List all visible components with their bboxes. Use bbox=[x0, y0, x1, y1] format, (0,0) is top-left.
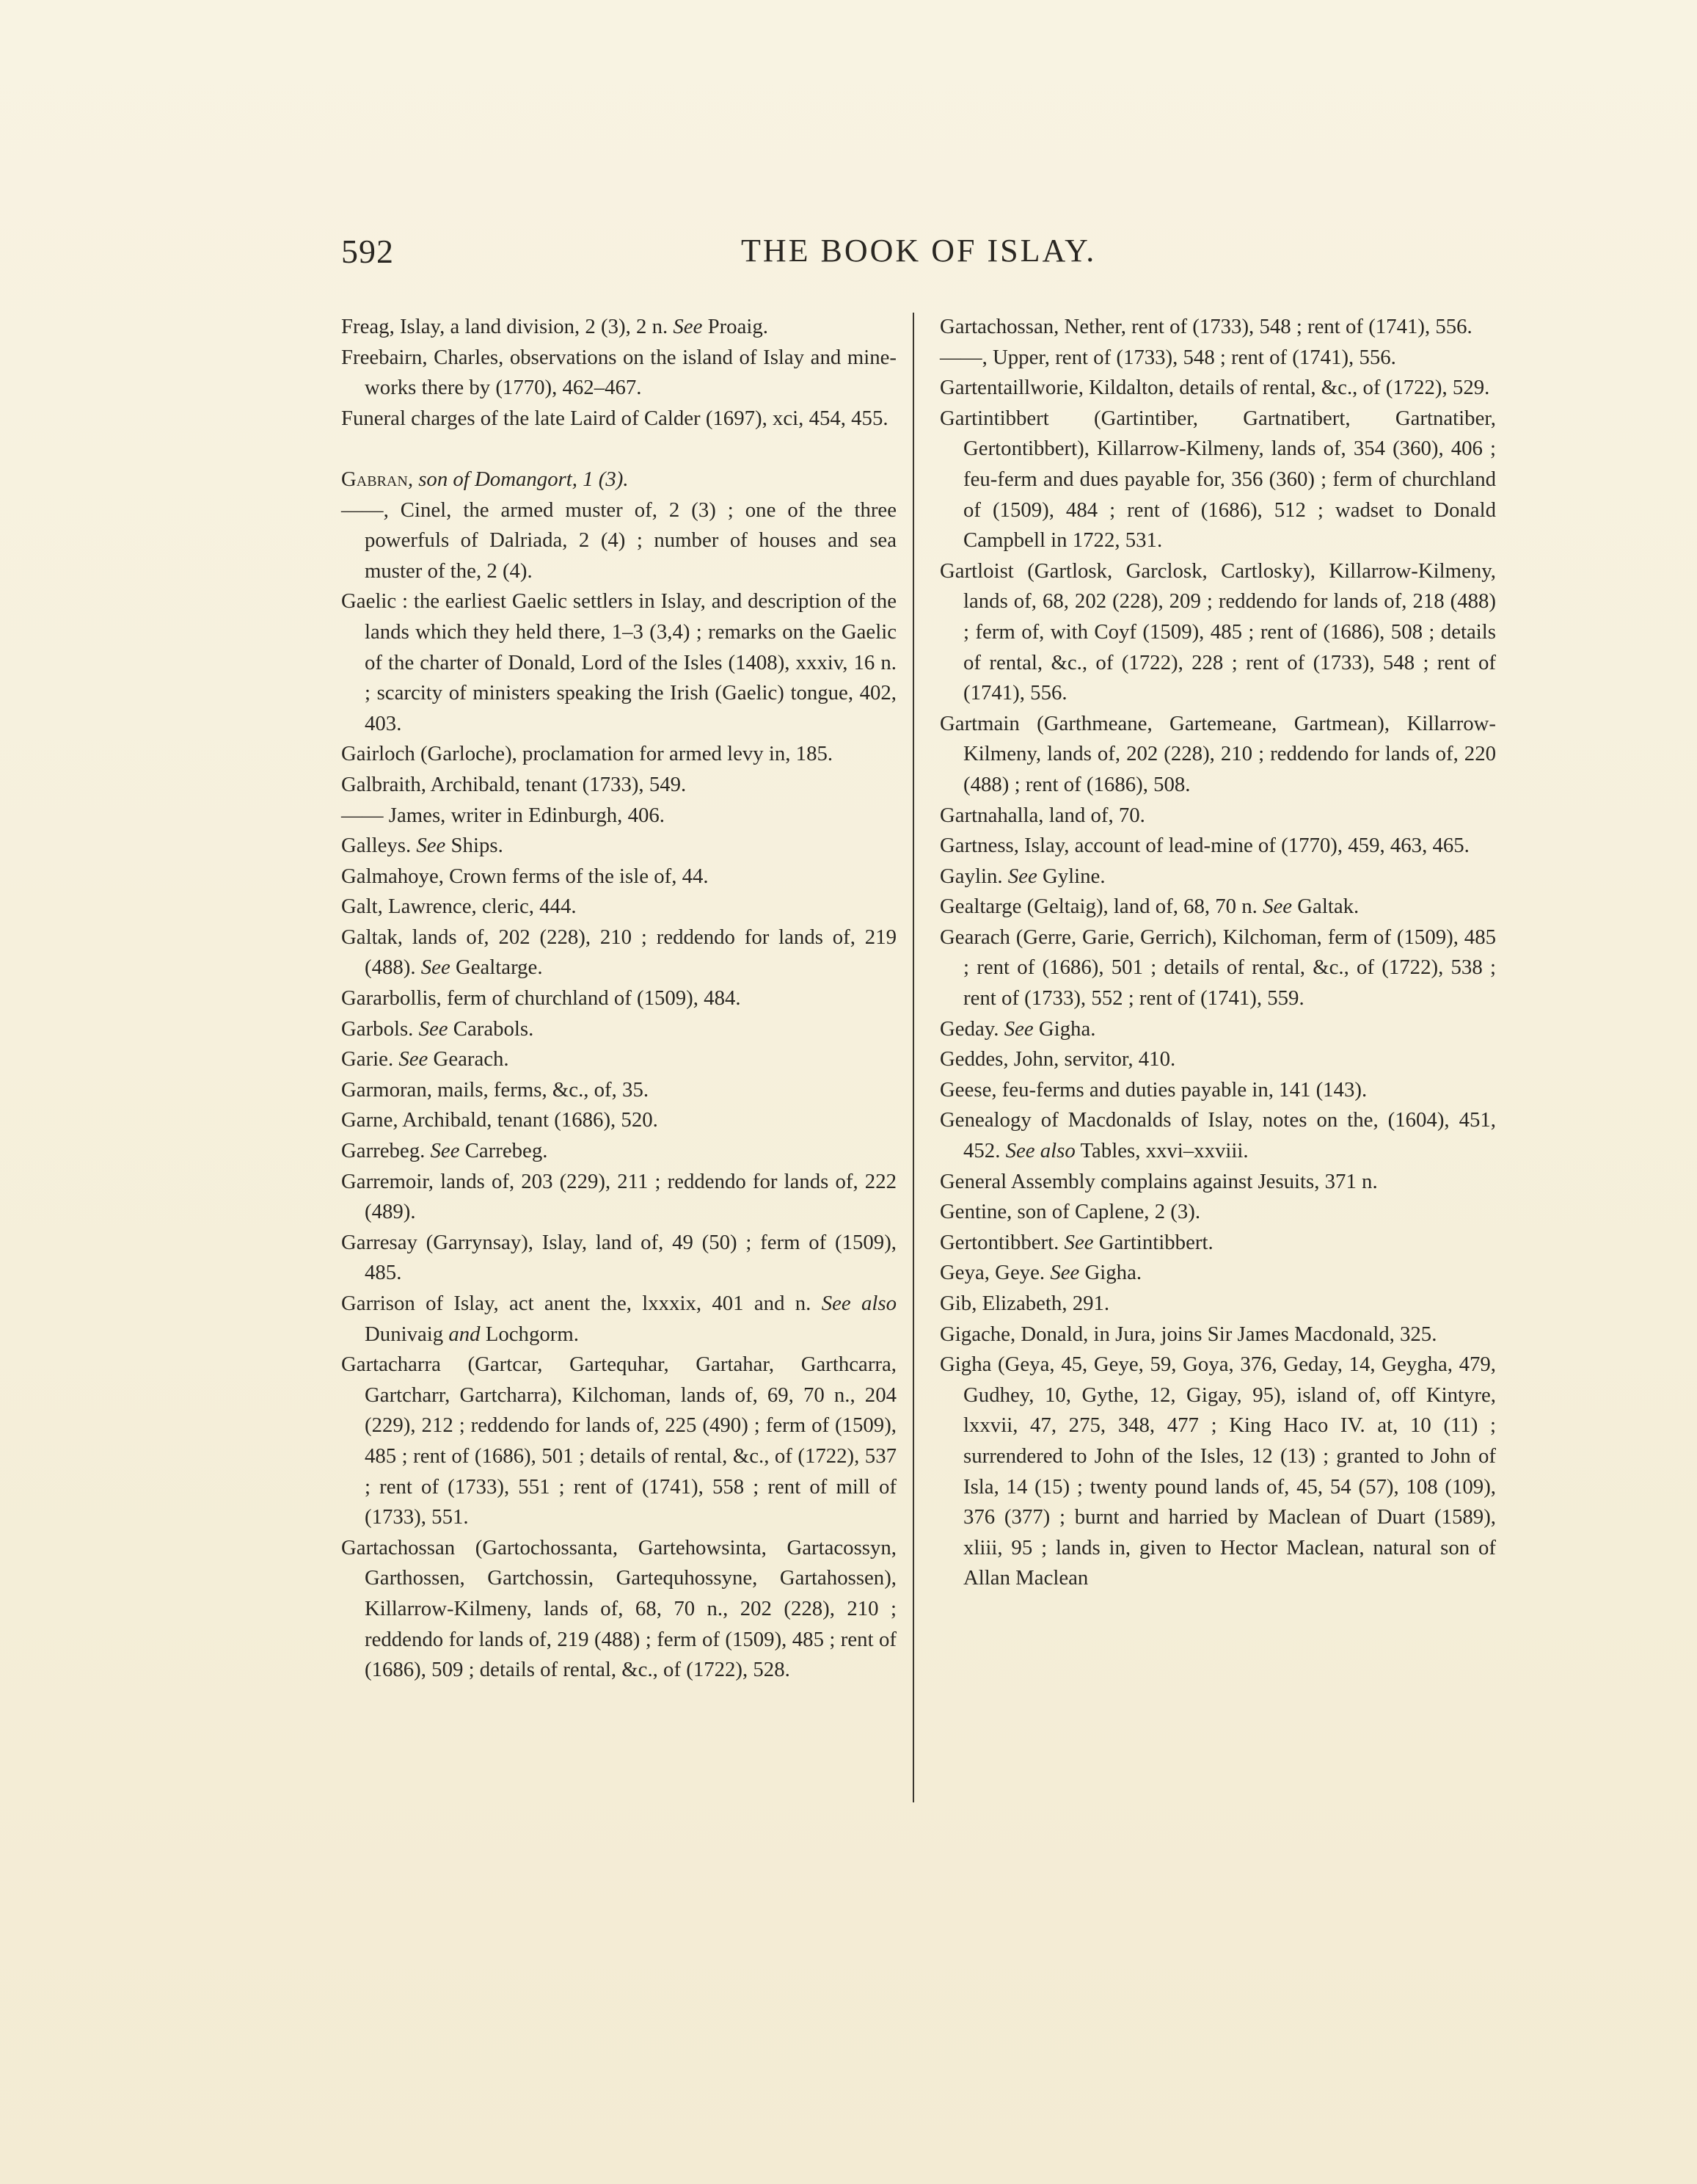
cross-reference: See bbox=[1064, 1230, 1094, 1254]
entry-text: Galleys. bbox=[341, 834, 417, 858]
index-entry bbox=[341, 495, 897, 587]
index-entry bbox=[341, 983, 897, 1014]
entry-text: Gigha. bbox=[1033, 1016, 1096, 1041]
entry-text: Freag, Islay, a land division, 2 (3), 2 n. bbox=[341, 315, 674, 338]
index-entry bbox=[940, 862, 1496, 892]
entry-text: Genealogy of Macdonalds of Islay, notes on the, (1604), 451, 452. bbox=[940, 1108, 1496, 1163]
cross-reference: See bbox=[1007, 864, 1037, 888]
entry-text: Geddes, John, servitor, 410. bbox=[940, 1047, 1176, 1071]
entry-text: Gararbollis, ferm of churchland of (1509), 484. bbox=[341, 986, 741, 1011]
entry-text: Gartacharra (Gartcar, Gartequhar, Gartahar, Garthcarra, Gartcharr, Gartcharra), Kilchoman, lands of, 69, 70 n., 204 (229), 212 ; reddendo for lands of, 225 (490) ; ferm of (1509), 485 ; rent of (1686), 501 ; details of rental, &c., of (1722), 537 ; rent of (1733), 551 ; rent of (1741), 558 ; rent of mill of (1733), 551. bbox=[341, 1353, 897, 1529]
index-entry bbox=[341, 343, 897, 404]
entry-text: Gaelic : the earliest Gaelic settlers in Islay, and description of the lands which they held there, 1–3 (3,4) ; remarks on the Gaelic of the charter of Donald, Lord of the Isles (1408), xxxiv, 16 n. ; scarcity of ministers speaking the Irish (Gaelic) tongue, 402, 403. bbox=[341, 589, 897, 735]
entry-text: Gigache, Donald, in Jura, joins Sir James Macdonald, 325. bbox=[940, 1322, 1437, 1346]
entry-text: Gaylin. bbox=[940, 864, 1008, 888]
page-header bbox=[341, 232, 1500, 276]
entry-text: Gearach. bbox=[428, 1047, 509, 1071]
index-entry bbox=[341, 739, 897, 770]
index-entry bbox=[940, 831, 1496, 862]
entry-text: Gib, Elizabeth, 291. bbox=[940, 1292, 1110, 1315]
entry-text: Tables, xxvi–xxviii. bbox=[1075, 1139, 1249, 1163]
index-entry bbox=[940, 1105, 1496, 1166]
index-entry bbox=[940, 1075, 1496, 1106]
index-entry bbox=[940, 892, 1496, 922]
entry-text: Garmoran, mails, ferms, &c., of, 35. bbox=[341, 1077, 649, 1102]
index-entry bbox=[341, 1044, 897, 1075]
entry-text: Gartentaillworie, Kildalton, details of rental, &c., of (1722), 529. bbox=[940, 376, 1490, 400]
index-entry bbox=[341, 1014, 897, 1045]
entry-text: Garrison of Islay, act anent the, lxxxix, 401 and n. bbox=[341, 1292, 822, 1315]
entry-text: —— James, writer in Edinburgh, 406. bbox=[341, 803, 665, 827]
entry-text: Galt, Lawrence, cleric, 444. bbox=[341, 895, 577, 919]
entry-text: ——, Cinel, the armed muster of, 2 (3) ; one of the three powerfuls of Dalriada, 2 (4) ; number of houses and sea muster of the, 2 (4). bbox=[341, 498, 897, 583]
entry-text: Geday. bbox=[940, 1016, 1004, 1041]
entry-text: Galbraith, Archibald, tenant (1733), 549. bbox=[341, 772, 687, 796]
entry-text: ——, Upper, rent of (1733), 548 ; rent of (1741), 556. bbox=[940, 345, 1396, 369]
index-entry bbox=[940, 1320, 1496, 1350]
entry-text: Carabols. bbox=[448, 1016, 534, 1041]
index-entry bbox=[341, 586, 897, 739]
entry-text: Gartachossan (Gartochossanta, Gartehowsinta, Gartacossyn, Garthossen, Gartchossin, Gartequhossyne, Gartahossen), Killarrow-Kilmeny, lands of, 68, 70 n., 202 (228), 210 ; reddendo for lands of, 219 (488) ; ferm of (1509), 485 ; rent of (1686), 509 ; details of rental, &c., of (1722), 528. bbox=[341, 1535, 897, 1682]
index-entry bbox=[341, 922, 897, 983]
cross-reference: See bbox=[416, 834, 446, 858]
entry-text: Dunivaig bbox=[365, 1322, 449, 1346]
entry-text: Proaig. bbox=[702, 315, 768, 338]
index-entry bbox=[940, 343, 1496, 374]
index-entry bbox=[341, 801, 897, 831]
entry-text: Gigha. bbox=[1079, 1261, 1142, 1285]
entry-text: Funeral charges of the late Laird of Calder (1697), xci, 454, 455. bbox=[341, 406, 888, 430]
index-entry bbox=[341, 1167, 897, 1228]
running-title: THE BOOK OF ISLAY. bbox=[741, 233, 1097, 269]
index-entry bbox=[940, 1014, 1496, 1045]
index-entry bbox=[940, 404, 1496, 556]
entry-text: Galtak, lands of, 202 (228), 210 ; reddendo for lands of, 219 (488). bbox=[341, 925, 897, 980]
index-column-right bbox=[940, 312, 1496, 1594]
cross-reference: See bbox=[430, 1139, 460, 1163]
index-entry bbox=[341, 1075, 897, 1106]
entry-text: Gartmain (Garthmeane, Gartemeane, Gartmean), Killarrow-Kilmeny, lands of, 202 (228), 210 ; reddendo for lands of, 220 (488) ; rent of (1686), 508. bbox=[940, 711, 1496, 796]
index-entry bbox=[341, 862, 897, 892]
entry-text: Gentine, son of Caplene, 2 (3). bbox=[940, 1200, 1201, 1224]
entry-text: Gigha (Geya, 45, Geye, 59, Goya, 376, Geday, 14, Geygha, 479, Gudhey, 10, Gythe, 12, Gigay, 95), island of, off Kintyre, lxxvii, 47, 275, 348, 477 ; King Haco IV. at, 10 (11) ; surrendered to John of the Isles, 12 (13) ; granted to John of Isla, 14 (15) ; twenty pound lands of, 45, 54 (57), 108 (109), 376 (377) ; burnt and harried by Maclean of Duart (1589), xliii, 95 ; lands in, given to Hector Maclean, natural son of Allan Maclean bbox=[940, 1353, 1496, 1590]
index-entry bbox=[940, 556, 1496, 709]
entry-text: Garremoir, lands of, 203 (229), 211 ; reddendo for lands of, 222 (489). bbox=[341, 1169, 897, 1224]
cross-reference: See bbox=[673, 315, 703, 338]
page-number: 592 bbox=[341, 233, 394, 270]
entry-text: Galmahoye, Crown ferms of the isle of, 44. bbox=[341, 864, 709, 888]
cross-reference: See bbox=[398, 1047, 428, 1071]
entry-text: Garne, Archibald, tenant (1686), 520. bbox=[341, 1108, 658, 1132]
index-column-left bbox=[341, 312, 897, 1686]
index-entry bbox=[341, 1533, 897, 1686]
cross-reference: See bbox=[1263, 895, 1293, 919]
index-entry bbox=[341, 1228, 897, 1289]
index-entry bbox=[940, 1197, 1496, 1228]
index-entry bbox=[341, 1136, 897, 1167]
entry-text: Gealtarge (Geltaig), land of, 68, 70 n. bbox=[940, 895, 1263, 919]
entry-text: Galtak. bbox=[1292, 895, 1360, 919]
entry-text: Gyline. bbox=[1037, 864, 1106, 888]
index-entry bbox=[341, 312, 897, 343]
index-entry bbox=[940, 1289, 1496, 1320]
entry-text: Garie. bbox=[341, 1047, 399, 1071]
index-entry bbox=[341, 770, 897, 801]
index-entry bbox=[341, 1289, 897, 1350]
entry-text: Carrebeg. bbox=[459, 1139, 548, 1163]
cross-reference: See bbox=[1050, 1261, 1080, 1285]
entry-text: Garbols. bbox=[341, 1016, 419, 1041]
cross-reference: See also bbox=[821, 1292, 897, 1315]
cross-reference: See bbox=[418, 1016, 448, 1041]
entry-text: Ships. bbox=[445, 834, 503, 858]
index-entry bbox=[940, 1044, 1496, 1075]
entry-text: Freebairn, Charles, observations on the island of Islay and mine-works there by (1770), 462–467. bbox=[341, 345, 897, 400]
entry-text: Gertontibbert. bbox=[940, 1230, 1065, 1254]
entry-text: Gartintibbert. bbox=[1093, 1230, 1214, 1254]
entry-text: Gearach (Gerre, Garie, Gerrich), Kilchoman, ferm of (1509), 485 ; rent of (1686), 501 ; details of rental, &c., of (1722), 538 ; rent of (1733), 552 ; rent of (1741), 559. bbox=[940, 925, 1496, 1011]
index-entry bbox=[341, 831, 897, 862]
cross-reference: See bbox=[420, 956, 450, 980]
entry-text: Gartnahalla, land of, 70. bbox=[940, 803, 1145, 827]
entry-text: Gabran bbox=[341, 467, 408, 491]
index-entry bbox=[341, 465, 897, 495]
cross-reference: See bbox=[1004, 1016, 1034, 1041]
entry-text: Gealtarge. bbox=[450, 956, 543, 980]
index-entry bbox=[940, 1350, 1496, 1594]
index-entry bbox=[940, 1228, 1496, 1259]
entry-text: Lochgorm. bbox=[480, 1322, 579, 1346]
entry-text: Gairloch (Garloche), proclamation for armed levy in, 185. bbox=[341, 742, 833, 766]
index-entry bbox=[940, 373, 1496, 404]
index-entry bbox=[940, 1167, 1496, 1198]
index-entry bbox=[341, 892, 897, 922]
index-entry bbox=[940, 312, 1496, 343]
cross-reference: , son of Domangort, 1 (3). bbox=[407, 467, 629, 491]
entry-text: Garrebeg. bbox=[341, 1139, 431, 1163]
index-entry bbox=[341, 1105, 897, 1136]
cross-reference: See also bbox=[1005, 1139, 1076, 1163]
index-entry bbox=[940, 922, 1496, 1014]
index-entry bbox=[940, 1258, 1496, 1289]
index-entry bbox=[341, 1350, 897, 1533]
entry-text: Geya, Geye. bbox=[940, 1261, 1051, 1285]
entry-text: Geese, feu-ferms and duties payable in, 141 (143). bbox=[940, 1077, 1368, 1102]
entry-text: Garresay (Garrynsay), Islay, land of, 49 (50) ; ferm of (1509), 485. bbox=[341, 1230, 897, 1285]
cross-reference: and bbox=[448, 1322, 481, 1346]
index-entry bbox=[940, 801, 1496, 831]
entry-text: Gartness, Islay, account of lead-mine of (1770), 459, 463, 465. bbox=[940, 834, 1470, 858]
entry-text: Gartloist (Gartlosk, Garclosk, Cartlosky), Killarrow-Kilmeny, lands of, 68, 202 (228), 209 ; reddendo for lands of, 218 (488) ; ferm of, with Coyf (1509), 485 ; rent of (1686), 508 ; details of rental, &c., of (1722), 228 ; rent of (1733), 548 ; rent of (1741), 556. bbox=[940, 558, 1496, 705]
index-entry bbox=[940, 709, 1496, 801]
entry-text: General Assembly complains against Jesuits, 371 n. bbox=[940, 1169, 1378, 1193]
column-divider bbox=[913, 313, 914, 1802]
entry-text: Gartachossan, Nether, rent of (1733), 548 ; rent of (1741), 556. bbox=[940, 315, 1472, 338]
entry-text: Gartintibbert (Gartintiber, Gartnatibert, Gartnatiber, Gertontibbert), Killarrow-Kilmeny, lands of, 354 (360), 406 ; feu-ferm and dues payable for, 356 (360) ; ferm of churchland of (1509), 484 ; rent of (1686), 512 ; wadset to Donald Campbell in 1722, 531. bbox=[940, 406, 1496, 553]
index-entry bbox=[341, 404, 897, 434]
